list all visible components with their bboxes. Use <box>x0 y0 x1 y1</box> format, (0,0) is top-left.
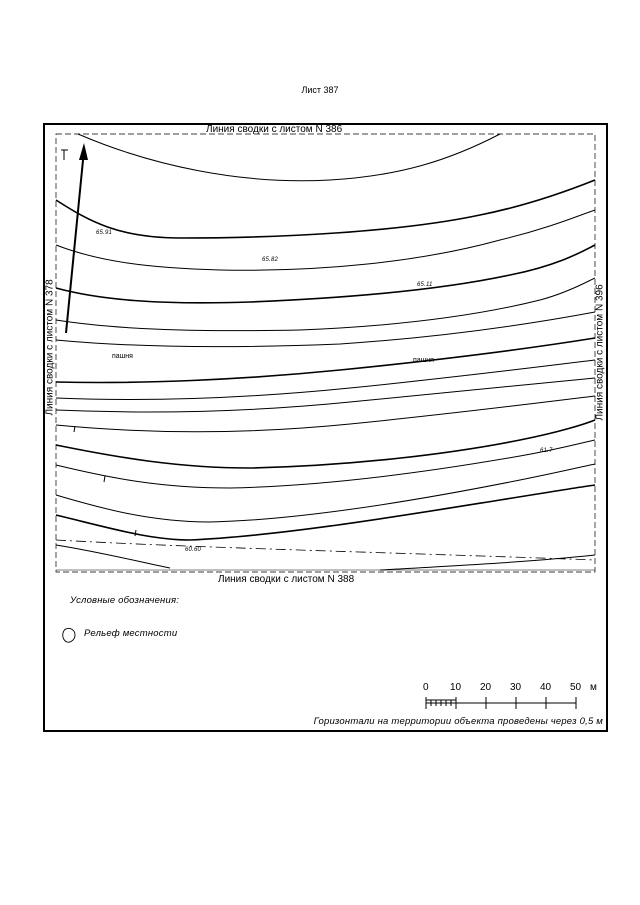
contour-line <box>56 360 595 400</box>
scale-tick-label: 40 <box>540 682 552 693</box>
elevation-label: 61.7 <box>540 448 553 454</box>
map-boundary <box>56 134 595 572</box>
contour-line <box>56 396 595 432</box>
scale-tick-label: 20 <box>480 682 492 693</box>
edge-label-bottom: Линия сводки с листом N 388 <box>218 574 355 585</box>
contour-line <box>56 278 595 331</box>
land-use-label: пашня <box>413 357 434 364</box>
contour-line <box>56 312 595 347</box>
elevation-label: 65.11 <box>417 282 433 288</box>
edge-label-left: Линия сводки с листом N 378 <box>44 279 56 416</box>
elevation-label: 65.91 <box>96 230 113 236</box>
contour-line <box>56 420 595 468</box>
scale-tick-label: 0 <box>423 682 429 693</box>
contour-line <box>56 180 595 238</box>
contour-line <box>56 210 595 270</box>
edge-label-top: Линия сводки с листом N 386 <box>206 124 343 135</box>
contour-line <box>56 245 595 303</box>
scale-tick-label: 10 <box>450 682 462 693</box>
legend-item-label: Рельеф местности <box>84 628 178 639</box>
contour-line <box>56 545 170 568</box>
edge-label-right: Линия сводки с листом N 396 <box>594 284 606 421</box>
scale-tick-label: 50 <box>570 682 582 693</box>
scale-unit-label: м <box>590 682 597 693</box>
contour-line <box>78 134 500 181</box>
slope-tick <box>135 530 136 536</box>
slope-ticks <box>74 426 136 536</box>
contour-interval-note: Горизонтали на территории объекта проведены через 0,5 м <box>313 716 603 727</box>
legend-title: Условные обозначения: <box>70 595 180 606</box>
sheet-title: Лист 387 <box>301 85 339 95</box>
contour-line <box>380 555 595 570</box>
land-use-label: пашня <box>112 353 133 360</box>
scale-bar <box>426 697 576 709</box>
elevation-label: 65.82 <box>262 257 279 263</box>
contour-lines <box>56 134 595 570</box>
scale-tick-label: 30 <box>510 682 522 693</box>
contour-line <box>56 378 595 412</box>
contour-line <box>56 464 595 522</box>
north-arrow-icon <box>61 143 88 333</box>
field-boundary-line <box>56 540 595 560</box>
slope-tick <box>104 476 105 482</box>
relief-symbol-icon <box>63 628 75 642</box>
elevation-label: 60.60 <box>185 547 202 553</box>
